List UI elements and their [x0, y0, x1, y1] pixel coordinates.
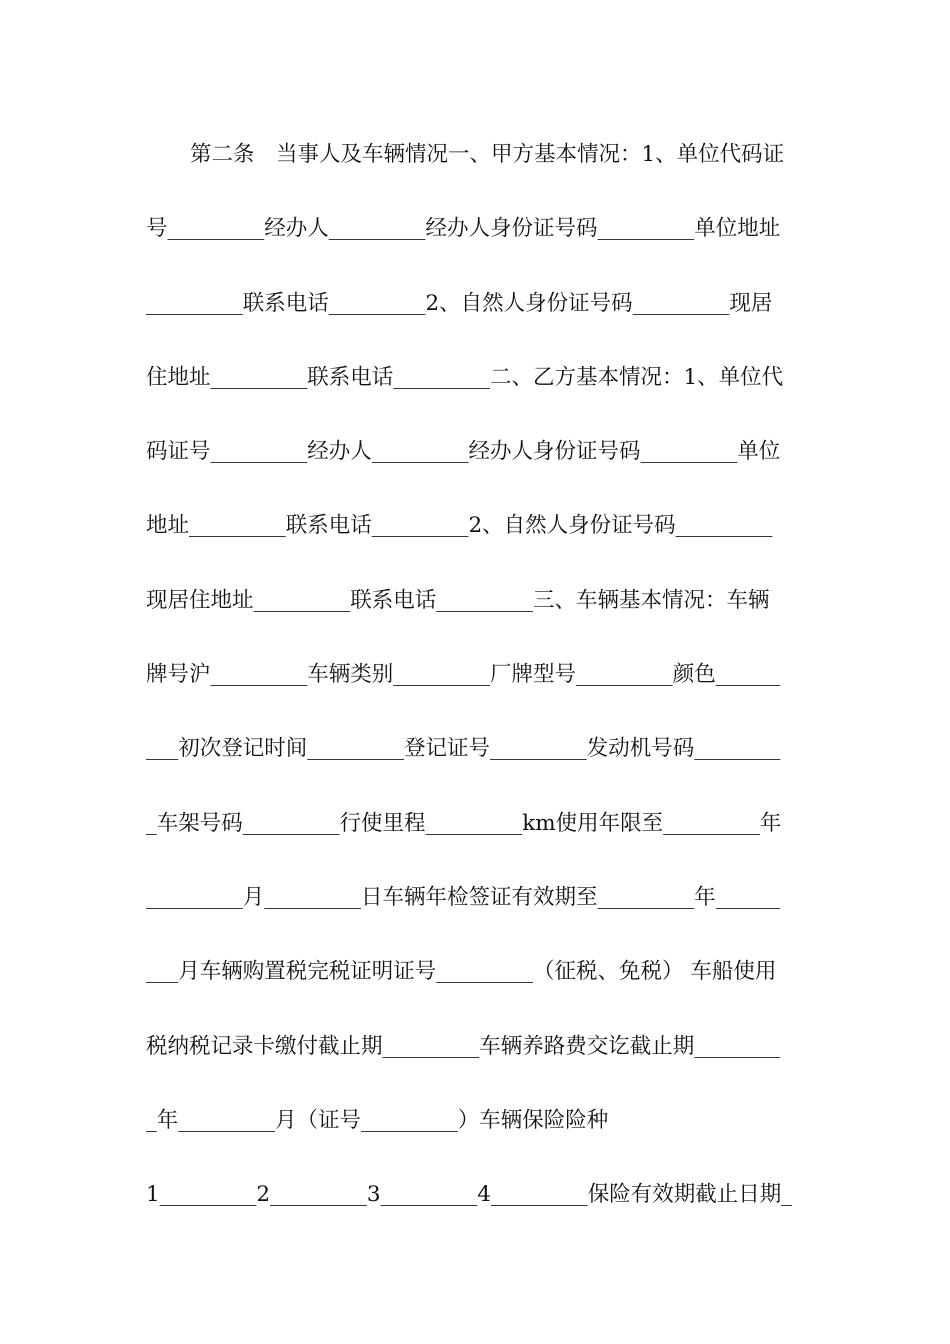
text-line-5: 码证号_________经办人_________经办人身份证号码_________单位 — [146, 439, 781, 465]
text-line-2: 号_________经办人_________经办人身份证号码_________单位地址 — [146, 216, 781, 242]
text-line-1: 第二条 当事人及车辆情况一、甲方基本情况：1、单位代码证 — [190, 142, 785, 167]
text-line-10: _车架号码_________行使里程_________km使用年限至_________年 — [146, 810, 782, 836]
text-line-3: _________联系电话_________2、自然人身份证号码_________现居 — [146, 290, 773, 316]
text-line-4: 住地址_________联系电话_________二、乙方基本情况：1、单位代 — [146, 364, 784, 390]
text-line-6: 地址_________联系电话_________2、自然人身份证号码_________ — [146, 513, 773, 539]
text-line-7: 现居住地址_________联系电话_________三、车辆基本情况：车辆 — [146, 587, 770, 613]
text-line-12: ___月车辆购置税完税证明证号_________（征税、免税） 车船使用 — [146, 959, 777, 985]
contract-clause-text — [146, 135, 806, 1249]
text-line-9: ___初次登记时间_________登记证号_________发动机号码________ — [146, 736, 781, 762]
text-line-13: 税纳税记录卡缴付截止期_________车辆养路费交讫截止期________ — [146, 1033, 781, 1059]
text-line-15: 1_________2_________3_________4_________保险有效期截止日期_ — [146, 1182, 792, 1208]
text-line-14: _年_________月（证号_________）车辆保险险种 — [146, 1107, 609, 1133]
text-line-8: 牌号沪_________车辆类别_________厂牌型号_________颜色______ — [146, 662, 781, 688]
text-line-11: _________月_________日车辆年检签证有效期至_________年______ — [146, 884, 781, 910]
